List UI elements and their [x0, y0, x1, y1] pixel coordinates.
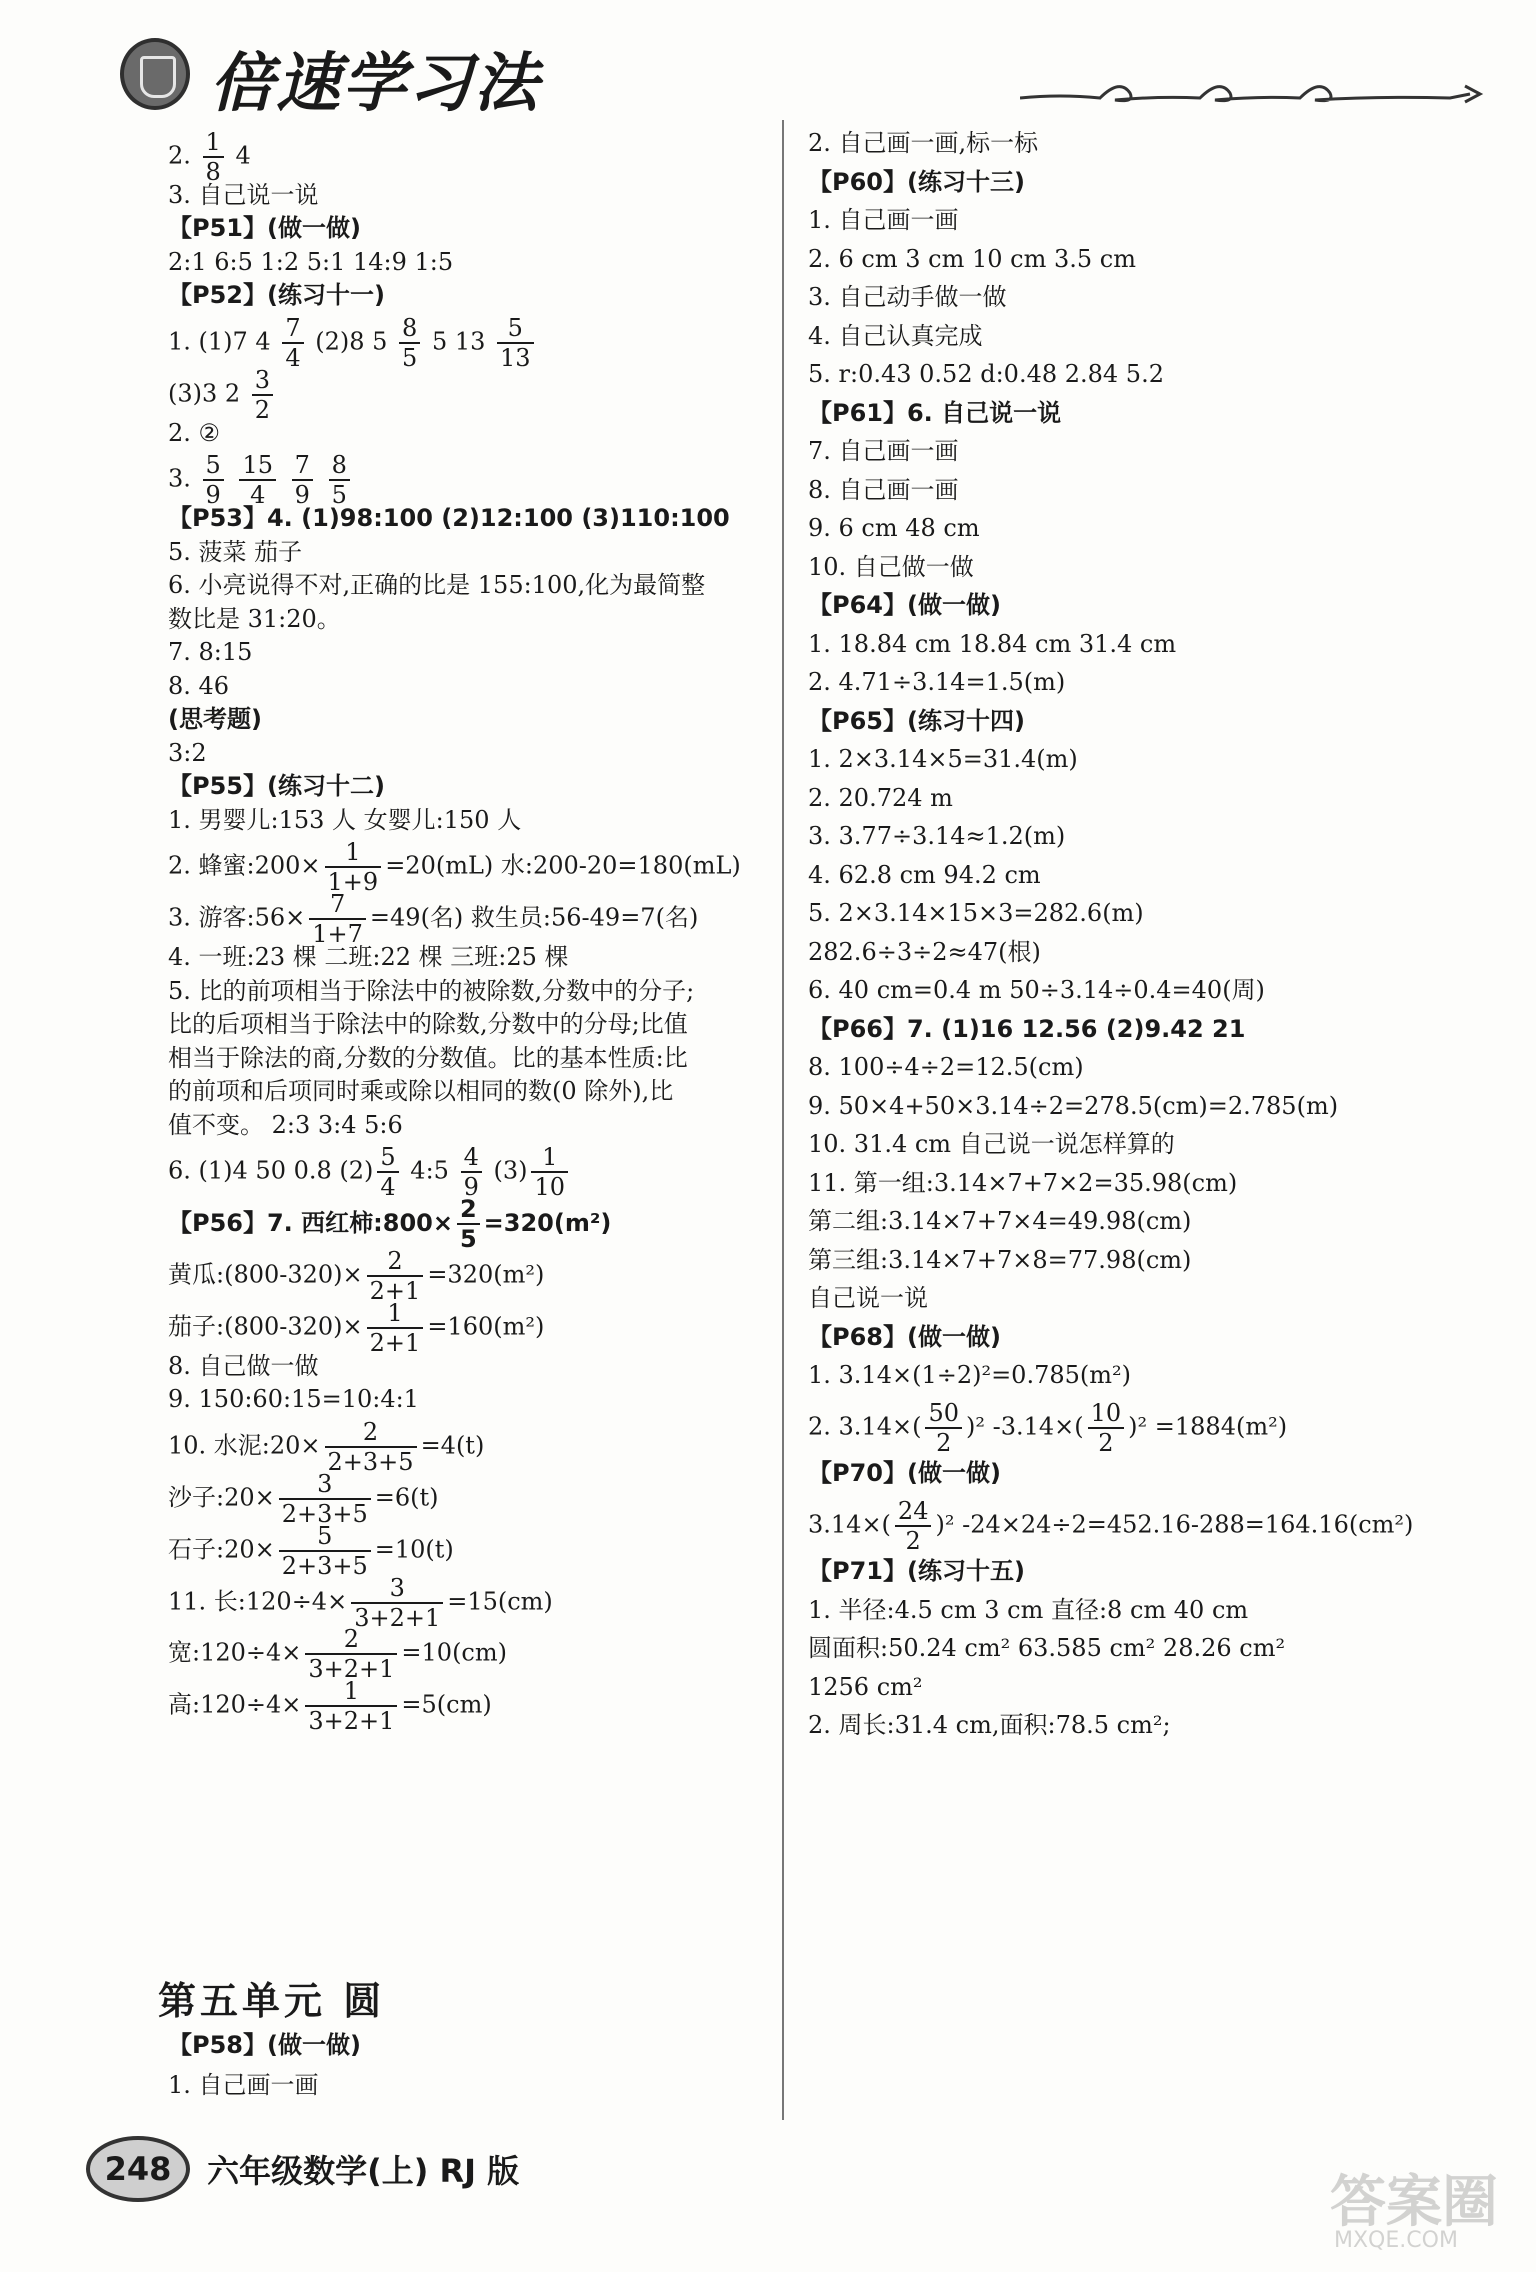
answer-line: 第二组:3.14×7+7×4=49.98(cm) — [808, 1207, 1192, 1235]
answer-line: 2. 20.724 m — [808, 783, 953, 812]
answer-line: 10. 自己做一做 — [808, 552, 974, 581]
book-logo-icon — [120, 38, 190, 110]
answer-line: 【P64】(做一做) — [808, 591, 1001, 619]
answer-line: 2. 自己画一画,标一标 — [808, 129, 1039, 157]
answer-line: 8. 100÷4÷2=12.5(cm) — [808, 1053, 1084, 1081]
answer-line: 相当于除法的商,分数的分数值。比的基本性质:比 — [168, 1043, 688, 1072]
answer-line: 【P68】(做一做) — [808, 1322, 1001, 1351]
answer-line: 第三组:3.14×7+7×8=77.98(cm) — [808, 1245, 1192, 1274]
answer-line: 2. 4.71÷3.14=1.5(m) — [808, 668, 1066, 696]
answer-line: 8. 46 — [168, 671, 230, 700]
answer-line: 4. 62.8 cm 94.2 cm — [808, 860, 1041, 889]
answer-line: 3:2 — [168, 738, 207, 767]
answer-line: 【P51】(做一做) — [168, 214, 361, 243]
fraction: $\frac{1}{1+9}$ — [325, 838, 382, 896]
answer-line: 3. $\frac{5}{9}$ $\frac{15}{4}$ $\frac{7}{9}$ $\frac{8}{5}$ — [168, 451, 354, 509]
fraction: $\frac{3}{3+2+1}$ — [351, 1574, 443, 1632]
fraction: $\frac{3}{2}$ — [252, 366, 273, 424]
answer-line: 【P56】7. 西红柿:800× $\frac{2}{5}$ =320(m²) — [168, 1194, 612, 1253]
fraction: $\frac{1}{8}$ — [203, 128, 224, 186]
fraction: $\frac{5}{4}$ — [377, 1143, 398, 1201]
answer-line: 2:1 6:5 1:2 5:1 14:9 1:5 — [168, 247, 454, 276]
answer-line: 1. 2×3.14×5=31.4(m) — [808, 745, 1078, 773]
fraction: $\frac{2}{3+2+1}$ — [305, 1625, 397, 1683]
fraction: $\frac{50}{2}$ — [925, 1399, 962, 1457]
answer-line: 2. 6 cm 3 cm 10 cm 3.5 cm — [808, 244, 1136, 273]
answer-line: 10. 水泥:20× $\frac{2}{2+3+5}$ =4(t) — [168, 1417, 485, 1476]
answer-line: 5. 2×3.14×15×3=282.6(m) — [808, 899, 1144, 927]
answer-line: 6. (1)4 50 0.8 (2) $\frac{5}{4}$ 4:5 $\frac{4}{9}$ (3) $\frac{1}{10}$ — [168, 1143, 572, 1201]
fraction: $\frac{8}{5}$ — [399, 314, 420, 372]
answer-line: 6. 40 cm=0.4 m 50÷3.14÷0.4=40(周) — [808, 976, 1265, 1004]
answer-line: 2. 蜂蜜:200× $\frac{1}{1+9}$ =20(mL) 水:200-20=180(mL) — [168, 838, 741, 897]
fraction: $\frac{8}{5}$ — [329, 451, 350, 509]
footer-title: 六年级数学(上) RJ 版 — [207, 2152, 520, 2190]
answer-line: 4. 一班:23 棵 二班:22 棵 三班:25 棵 — [168, 943, 569, 972]
page-header — [120, 30, 1490, 120]
answer-line: 5. r:0.43 0.52 d:0.48 2.84 5.2 — [808, 360, 1164, 388]
answer-line: 5. 菠菜 茄子 — [168, 537, 303, 566]
column-divider — [782, 120, 784, 2120]
brand-title: 倍速学习法 — [210, 47, 540, 121]
answer-line: 1. 半径:4.5 cm 3 cm 直径:8 cm 40 cm — [808, 1595, 1249, 1624]
answer-line: 1256 cm² — [808, 1672, 923, 1701]
answer-line: 圆面积:50.24 cm² 63.585 cm² 28.26 cm² — [808, 1634, 1286, 1663]
answer-line: 2. 3.14×( $\frac{50}{2}$ )² -3.14×( $\frac{10}{2}$ )² =1884(m²) — [808, 1398, 1288, 1457]
answer-line: 值不变。 2:3 3:4 5:6 — [168, 1110, 403, 1139]
fraction: $\frac{7}{1+7}$ — [309, 890, 366, 948]
fraction: $\frac{3}{2+3+5}$ — [279, 1470, 371, 1528]
answer-line: 【P65】(练习十四) — [808, 706, 1025, 735]
answer-line: 【P71】(练习十五) — [808, 1557, 1025, 1586]
answer-line: 5. 比的前项相当于除法中的被除数,分数中的分子; — [168, 976, 695, 1005]
answer-line: 1. 3.14×(1÷2)²=0.785(m²) — [808, 1361, 1131, 1389]
answer-line: 1. (1)7 4 $\frac{7}{4}$ (2)8 5 $\frac{8}{5}$ 5 13 $\frac{5}{13}$ — [168, 314, 538, 372]
answer-line: 7. 自己画一画 — [808, 437, 959, 465]
fraction: $\frac{2}{2+1}$ — [367, 1247, 424, 1305]
fraction: $\frac{10}{2}$ — [1088, 1399, 1125, 1457]
answer-line: 【P58】(做一做) — [168, 2031, 361, 2059]
answer-line: 3. 游客:56× $\frac{7}{1+7}$ =49(名) 救生员:56-49=7(名) — [168, 890, 699, 949]
answer-line: 2. ② — [168, 418, 221, 447]
decorative-squiggle-icon — [1020, 68, 1490, 108]
answer-line: 【P70】(做一做) — [808, 1459, 1001, 1488]
answer-line: 282.6÷3÷2≈47(根) — [808, 937, 1041, 966]
answer-line: 【P60】(练习十三) — [808, 167, 1025, 196]
answer-line: 1. 自己画一画 — [168, 2071, 319, 2099]
fraction: $\frac{7}{9}$ — [292, 451, 313, 509]
answer-line: 3. 自己说一说 — [168, 180, 319, 209]
answer-line: 数比是 31:20。 — [168, 604, 341, 633]
answer-line: 高:120÷4× $\frac{1}{3+2+1}$ =5(cm) — [168, 1677, 492, 1736]
answer-line: 9. 150:60:15=10:4:1 — [168, 1385, 419, 1414]
answer-line: 宽:120÷4× $\frac{2}{3+2+1}$ =10(cm) — [168, 1625, 507, 1684]
answer-line: 【P66】7. (1)16 12.56 (2)9.42 21 — [808, 1014, 1246, 1043]
watermark-logo — [1330, 2150, 1520, 2260]
fraction: $\frac{1}{2+1}$ — [367, 1299, 424, 1357]
answer-line: 10. 31.4 cm 自己说一说怎样算的 — [808, 1130, 1175, 1158]
page-number: 248 — [86, 2136, 190, 2202]
answer-line: 3. 自己动手做一做 — [808, 283, 1007, 311]
answer-line: 2. 周长:31.4 cm,面积:78.5 cm²; — [808, 1711, 1171, 1740]
answer-line: 3. 3.77÷3.14≈1.2(m) — [808, 822, 1066, 850]
answer-line: 1. 自己画一画 — [808, 206, 959, 234]
answer-line: 的前项和后项同时乘或除以相同的数(0 除外),比 — [168, 1077, 674, 1106]
answer-line: 1. 男婴儿:153 人 女婴儿:150 人 — [168, 805, 522, 834]
fraction: $\frac{4}{9}$ — [461, 1143, 482, 1201]
fraction: $\frac{24}{2}$ — [895, 1497, 932, 1555]
answer-line: 7. 8:15 — [168, 638, 253, 667]
fraction: $\frac{5}{13}$ — [497, 314, 534, 372]
answer-line: 茄子:(800-320)× $\frac{1}{2+1}$ =160(m²) — [168, 1298, 545, 1357]
answer-line: 【P55】(练习十二) — [168, 772, 385, 801]
answer-line: 11. 第一组:3.14×7+7×2=35.98(cm) — [808, 1168, 1238, 1197]
watermark-text: 答案圈 — [1330, 2170, 1498, 2235]
answer-line: 8. 自己画一画 — [808, 475, 959, 504]
answer-line: 【P53】4. (1)98:100 (2)12:100 (3)110:100 — [168, 504, 730, 533]
answer-line: 【P52】(练习十一) — [168, 281, 385, 310]
answer-line: (思考题) — [168, 705, 262, 734]
answer-line: 9. 50×4+50×3.14÷2=278.5(cm)=2.785(m) — [808, 1091, 1339, 1120]
answer-line: 石子:20× $\frac{5}{2+3+5}$ =10(t) — [168, 1521, 454, 1580]
fraction: $\frac{5}{9}$ — [203, 451, 224, 509]
answer-line: 3.14×( $\frac{24}{2}$ )² -24×24÷2=452.16-288=164.16(cm²) — [808, 1496, 1414, 1555]
answer-line: 11. 长:120÷4× $\frac{3}{3+2+1}$ =15(cm) — [168, 1573, 553, 1632]
answer-line: 4. 自己认真完成 — [808, 321, 983, 350]
fraction: $\frac{1}{10}$ — [531, 1143, 568, 1201]
answer-line: 沙子:20× $\frac{3}{2+3+5}$ =6(t) — [168, 1469, 439, 1528]
watermark-url: MXQE.COM — [1334, 2228, 1458, 2253]
answer-line: 2. $\frac{1}{8}$ 4 — [168, 128, 251, 186]
answer-line: 比的后项相当于除法中的除数,分数中的分母;比值 — [168, 1010, 688, 1039]
fraction: $\frac{7}{4}$ — [282, 314, 303, 372]
answer-line: 黄瓜:(800-320)× $\frac{2}{2+1}$ =320(m²) — [168, 1246, 545, 1305]
fraction: $\frac{5}{2+3+5}$ — [279, 1522, 371, 1580]
fraction: $\frac{1}{3+2+1}$ — [305, 1677, 397, 1735]
answer-line: (3)3 2 $\frac{3}{2}$ — [168, 366, 277, 424]
answer-line: 1. 18.84 cm 18.84 cm 31.4 cm — [808, 629, 1177, 658]
answer-line: 9. 6 cm 48 cm — [808, 514, 980, 542]
answer-line: 【P61】6. 自己说一说 — [808, 398, 1062, 427]
fraction: $\frac{2}{2+3+5}$ — [325, 1418, 417, 1476]
answer-line: 自己说一说 — [808, 1284, 928, 1312]
page-footer — [86, 2136, 519, 2202]
fraction: $\frac{15}{4}$ — [239, 451, 276, 509]
answer-line: 8. 自己做一做 — [168, 1351, 319, 1380]
unit-title: 第五单元 圆 — [158, 1979, 386, 2023]
fraction: $\frac{2}{5}$ — [457, 1195, 480, 1253]
answer-line: 6. 小亮说得不对,正确的比是 155:100,化为最简整 — [168, 571, 706, 600]
